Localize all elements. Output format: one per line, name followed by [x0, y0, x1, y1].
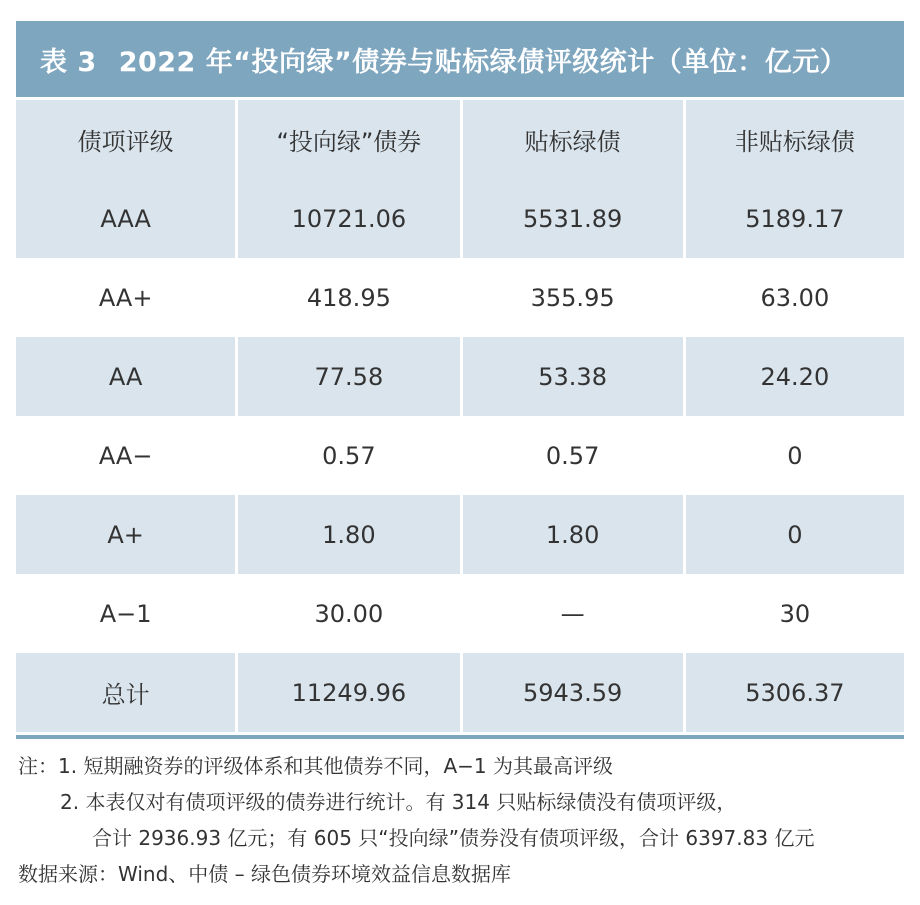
- table-cell: 5189.17: [686, 179, 904, 258]
- table-cell: 0.57: [322, 441, 376, 470]
- table-cell: AA: [16, 337, 235, 416]
- table-cell: AA−: [98, 441, 153, 470]
- table-bottom-rule: [16, 735, 904, 739]
- table-cell: 11249.96: [238, 653, 459, 732]
- table-cell: 5531.89: [463, 179, 683, 258]
- table-row: [16, 416, 904, 495]
- table-title: [16, 21, 904, 97]
- table-row: [16, 258, 904, 337]
- note-line-3: 合计 2936.93 亿元；有 605 只“投向绿”债券没有债项评级，合计 6397.83 亿元: [92, 826, 815, 850]
- table-row: [16, 179, 904, 258]
- table-cell: 418.95: [306, 283, 391, 312]
- table-cell: 63.00: [760, 283, 830, 312]
- table-cell: 总计: [16, 653, 235, 732]
- header-cell-unlabeled: 非贴标绿债: [686, 100, 904, 179]
- table-cell: AA+: [98, 283, 153, 312]
- table-cell: 53.38: [463, 337, 683, 416]
- table-row: [16, 337, 904, 416]
- note-line-1: 注：1. 短期融资券的评级体系和其他债券不同，A−1 为其最高评级: [18, 754, 613, 778]
- table-number: 表 3: [40, 46, 97, 78]
- table-cell: 5943.59: [463, 653, 683, 732]
- header-cell-labeled: 贴标绿债: [463, 100, 683, 179]
- header-cell-green-invest: “投向绿”债券: [238, 100, 459, 179]
- table-cell: 0.57: [545, 441, 600, 470]
- table-cell: 10721.06: [238, 179, 459, 258]
- table-cell: 30.00: [314, 599, 384, 628]
- table-cell: 30: [779, 599, 811, 628]
- table-cell: —: [560, 599, 585, 628]
- table-cell: 355.95: [530, 283, 615, 312]
- data-source: 数据来源：Wind、中债 – 绿色债券环境效益信息数据库: [18, 862, 511, 886]
- table-cell: 0: [787, 441, 803, 470]
- table-cell: A+: [16, 495, 235, 574]
- rating-table: [16, 100, 904, 732]
- table-cell: 5306.37: [686, 653, 904, 732]
- table-cell: 1.80: [463, 495, 683, 574]
- table-cell: 0: [686, 495, 904, 574]
- table-notes: [18, 748, 908, 892]
- table-header-row: [16, 100, 904, 179]
- table-cell: 1.80: [238, 495, 459, 574]
- table-cell: A−1: [99, 599, 152, 628]
- table-cell: 24.20: [686, 337, 904, 416]
- table-title-text: 2022 年“投向绿”债券与贴标绿债评级统计（单位：亿元）: [118, 46, 848, 78]
- table-cell: 77.58: [238, 337, 459, 416]
- note-line-2: 2. 本表仅对有债项评级的债券进行统计。有 314 只贴标绿债没有债项评级，: [60, 790, 737, 814]
- table-cell: AAA: [16, 179, 235, 258]
- table-row: [16, 495, 904, 574]
- table-total-row: [16, 653, 904, 732]
- header-cell-rating: 债项评级: [16, 100, 235, 179]
- table-row: [16, 574, 904, 653]
